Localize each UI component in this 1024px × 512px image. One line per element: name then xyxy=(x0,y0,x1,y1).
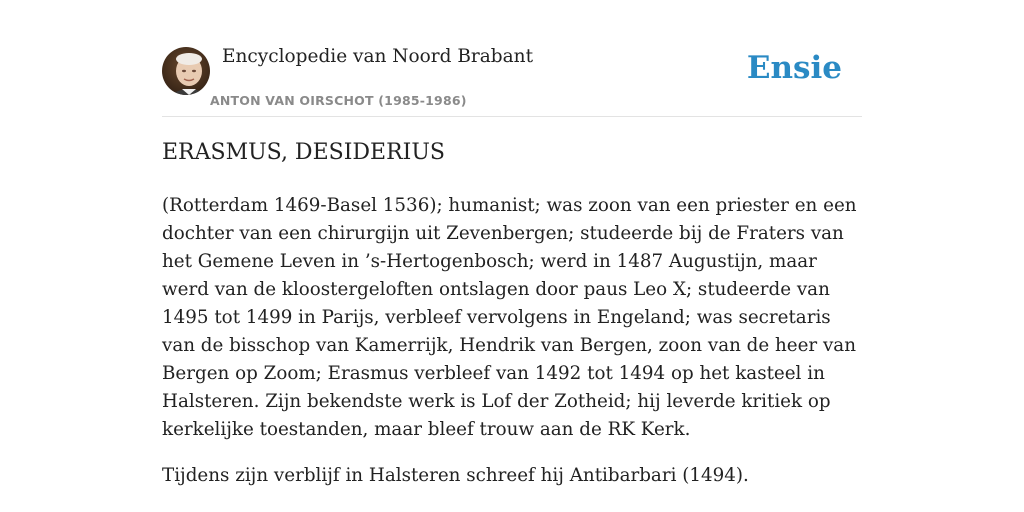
author-avatar[interactable] xyxy=(162,47,210,95)
entry-paragraph: Tijdens zijn verblijf in Halsteren schreef hij Antibarbari (1494). xyxy=(162,465,749,486)
entry-body xyxy=(162,192,862,508)
entry-paragraph: (Rotterdam 1469-Basel 1536); humanist; was zoon van een priester en een dochter van een chirurgijn uit Zevenbergen; studeerde bij de Fraters van het Gemene Leven in ’s-Hertogenbosch; werd in 1487 Augustijn, maar werd van de kloostergeloften ontslagen door paus Leo X; studeerde van 1495 tot 1499 in Parijs, verbleef vervolgens in Engeland; was secretaris van de bisschop van Kamerrijk, Hendrik van Bergen, zoon van de heer van Bergen op Zoom; Erasmus verbleef van 1492 tot 1494 op het kasteel in Halsteren. Zijn bekendste werk is Lof der Zotheid; hij leverde kritiek op kerkelijke toestanden, maar bleef trouw aan de RK Kerk. xyxy=(162,195,857,440)
book-title[interactable]: Encyclopedie van Noord Brabant xyxy=(222,46,534,67)
page-container xyxy=(162,0,862,486)
page-header xyxy=(162,0,862,117)
ensie-logo[interactable]: Ensie xyxy=(746,50,842,86)
author-portrait-icon xyxy=(162,47,210,95)
entry-title: ERASMUS, DESIDERIUS xyxy=(162,140,445,165)
author-name[interactable]: ANTON VAN OIRSCHOT (1985-1986) xyxy=(210,93,467,108)
